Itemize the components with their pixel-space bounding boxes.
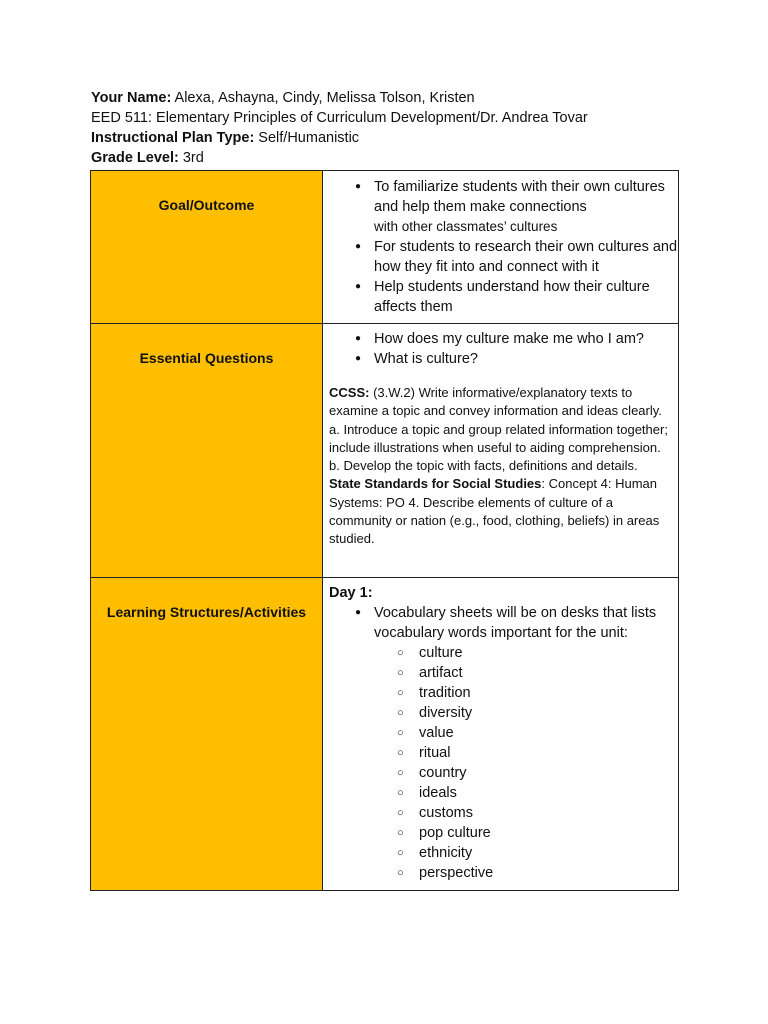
list-item: ● How does my culture make me who I am? xyxy=(323,329,678,349)
learning-structures-label: Learning Structures/Activities xyxy=(106,604,307,620)
ccss-label: CCSS: xyxy=(329,385,370,400)
list-item: ○ country xyxy=(323,763,678,783)
list-item: ○ ethnicity xyxy=(323,843,678,863)
learning-structures-label-cell xyxy=(91,578,323,891)
day-1-label: Day 1: xyxy=(329,585,373,601)
learning-structures-row xyxy=(91,578,679,891)
name-line xyxy=(91,88,711,108)
list-item: ● Help students understand how their culture affects them xyxy=(323,277,678,317)
learning-structures-content-cell xyxy=(323,578,679,891)
day-1-list xyxy=(323,603,678,883)
goal-list xyxy=(323,171,678,317)
grade-level-line xyxy=(91,148,711,168)
list-item: ○ customs xyxy=(323,803,678,823)
grade-level-label: Grade Level: xyxy=(91,150,179,166)
plan-type-line xyxy=(91,128,711,148)
list-item: ○ tradition xyxy=(323,683,678,703)
list-item: ○ diversity xyxy=(323,703,678,723)
essential-questions-list xyxy=(323,324,678,369)
goal-row xyxy=(91,171,679,324)
list-item: ○ culture xyxy=(323,643,678,663)
list-item: ● What is culture? xyxy=(323,349,678,369)
list-item: ● For students to research their own cultures and how they fit into and connect with it xyxy=(323,237,678,277)
essential-questions-label: Essential Questions xyxy=(139,350,274,366)
name-label: Your Name: xyxy=(91,90,172,106)
instructional-plan-table xyxy=(90,170,679,891)
grade-level-value: 3rd xyxy=(178,150,204,166)
list-item: ○ perspective xyxy=(323,863,678,883)
plan-type-label: Instructional Plan Type: xyxy=(91,130,255,146)
document-header xyxy=(91,88,711,168)
ccss-standard xyxy=(323,384,678,475)
state-standard-label: State Standards for Social Studies xyxy=(329,476,542,492)
list-item xyxy=(323,603,678,883)
list-item: ○ value xyxy=(323,723,678,743)
name-value: Alexa, Ashayna, Cindy, Melissa Tolson, Kristen xyxy=(171,90,475,106)
ccss-text: (3.W.2) Write informative/explanatory texts to examine a topic and convey information and ideas clearly. a. Introduce a topic and group related information together; include illustrations when useful to aiding comprehension. b. Develop the topic with facts, definitions and details. xyxy=(329,385,668,474)
list-item xyxy=(323,177,678,237)
state-standard-text: : Concept 4: Human Systems: PO 4. Describe elements of culture of a community or nation (e.g., food, clothing, beliefs) in areas studied. xyxy=(329,476,660,547)
essential-questions-content-cell xyxy=(323,324,679,578)
list-item: ○ pop culture xyxy=(323,823,678,843)
plan-type-value: Self/Humanistic xyxy=(254,130,360,146)
goal-label-cell xyxy=(91,171,323,324)
vocabulary-list xyxy=(323,643,678,883)
essential-questions-row xyxy=(91,324,679,578)
goal-label: Goal/Outcome xyxy=(158,197,255,213)
vocabulary-bullet: Vocabulary sheets will be on desks that lists vocabulary words important for the unit: xyxy=(374,605,657,641)
list-item: ○ ritual xyxy=(323,743,678,763)
list-item: ○ ideals xyxy=(323,783,678,803)
goal-bullet-1-line2: with other classmates’ cultures xyxy=(374,219,558,234)
list-item: ○ artifact xyxy=(323,663,678,683)
goal-bullet-1-line1: To familiarize students with their own cultures and help them make connections xyxy=(374,179,665,215)
essential-questions-label-cell xyxy=(91,324,323,578)
goal-content-cell xyxy=(323,171,679,324)
course-line: EED 511: Elementary Principles of Curriculum Development/Dr. Andrea Tovar xyxy=(91,110,588,126)
state-standard xyxy=(323,475,678,548)
